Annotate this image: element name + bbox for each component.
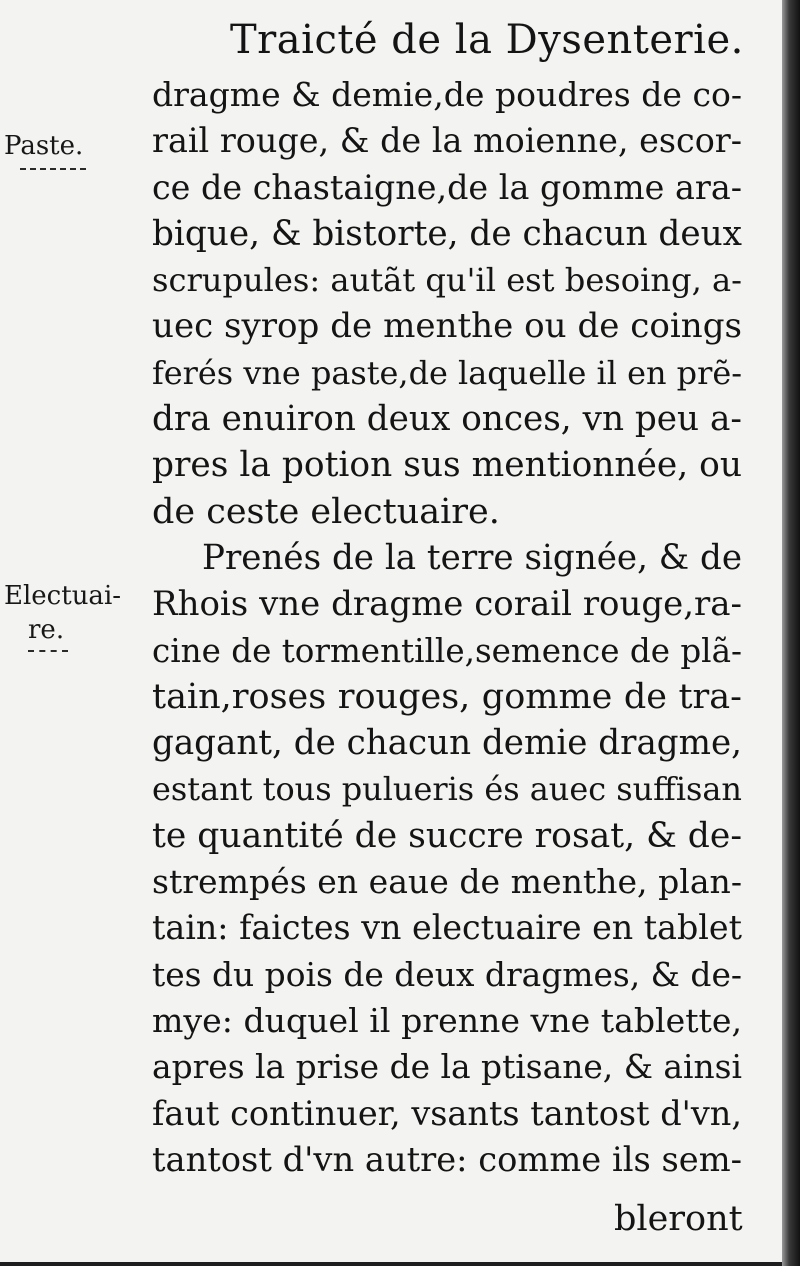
text-line: dra enuiron deux onces, vn peu a- (152, 399, 742, 440)
page-edge-shadow (782, 0, 800, 1266)
text-line: dragme & demie,de poudres de co- (152, 75, 742, 114)
margin-note-electuaire-rule (28, 650, 68, 652)
text-line: ferés vne paste,de laquelle il en prẽ- (152, 353, 742, 392)
text-line-paragraph-start: Prenés de la terre signée, & de (202, 537, 742, 578)
text-line: tain,roses rouges, gomme de tra- (152, 676, 742, 717)
text-line: tes du pois de deux dragmes, & de- (152, 954, 742, 994)
text-line: tain: faictes vn electuaire en tablet (152, 908, 742, 948)
text-line: de ceste electuaire. (152, 491, 500, 532)
text-line: ce de chastaigne,de la gomme ara- (152, 167, 742, 207)
text-line: pres la potion sus mentionnée, ou (152, 445, 742, 486)
text-line: mye: duquel il prenne vne tablette, (152, 1000, 742, 1040)
text-line: gagant, de chacun demie dragme, (152, 723, 742, 764)
text-line: tantost d'vn autre: comme ils sem- (152, 1139, 742, 1179)
text-line: cine de tormentille,semence de plã- (152, 631, 742, 670)
text-line: bique, & bistorte, de chacun deux (152, 213, 742, 254)
catchword: bleront (614, 1199, 743, 1239)
text-line: scrupules: autãt qu'il est besoing, a- (152, 261, 742, 300)
text-line: estant tous pulueris és auec suffisan (152, 770, 742, 809)
margin-note-paste-rule (20, 168, 86, 170)
text-line: uec syrop de menthe ou de coings (152, 306, 742, 347)
text-line: apres la prise de la ptisane, & ainsi (152, 1048, 742, 1087)
margin-note-electuaire: Electuai- (4, 581, 122, 611)
text-line: faut continuer, vsants tantost d'vn, (152, 1093, 742, 1133)
text-line: Rhois vne dragme corail rouge,ra- (152, 584, 742, 625)
text-line: rail rouge, & de la moienne, escor- (152, 121, 742, 161)
running-header: Traicté de la Dysenterie. (230, 17, 744, 63)
body-text (152, 72, 742, 1183)
text-line: te quantité de succre rosat, & de- (152, 815, 742, 856)
text-line: strempés en eaue de menthe, plan- (152, 862, 742, 902)
margin-note-electuaire-cont: re. (28, 615, 65, 645)
margin-note-paste: Paste. (4, 131, 84, 161)
